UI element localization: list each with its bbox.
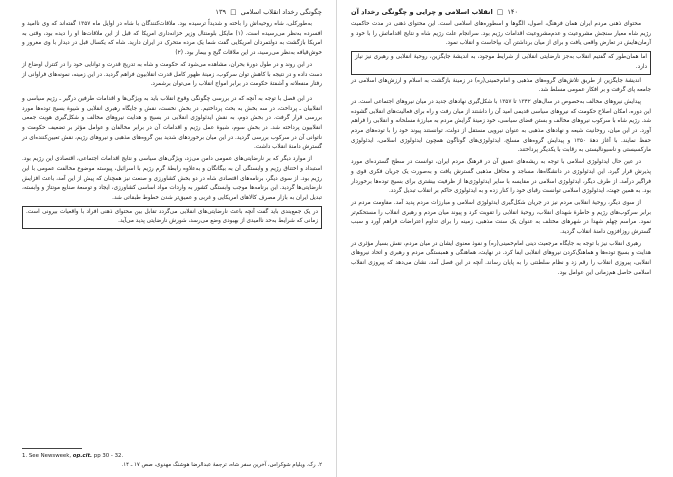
left-running-head: چگونگی رخداد انقلاب اسلامی □ ۱۳۹ [215, 8, 322, 16]
paragraph: در این فصل با توجه به آنچه که در بررسی چگونگی وقوع انقلاب باید به ویژگی‌ها و اقدامات طرفین درگیر ـ رژیم سیاسی و انقلابیان ـ پرداخت، در سه بخش به بحث پرداختیم. در بخش نخست، نقش و جایگاه رهبری انقلابی و شیوهٔ بسیج توده‌ها مورد بررسی قرار گرفت. در بخش دوم، به نقش ایدئولوژی انقلابی در بسیج و هدایت نیروهای مخالف و شکل‌گیری هویت جمعی انقلابیون پرداخته شد. در بخش سوم، شیوهٔ عمل رژیم و اقدامات آن در برابر مخالفان و عوامل مؤثر بر تضعیف حکومت و ناتوانی آن در سرکوب بررسی گردید. در این میان برخوردهای شدید بین گروه‌های مذهبی و نیروهای رژیم، نقش تعیین‌کننده‌ای در گسترش دامنهٔ انقلاب داشت. [22, 95, 322, 151]
paragraph: محتوای ذهنی مردم ایران همان فرهنگ، اصول، الگوها و اسطوره‌های اسلامی است. این محتوای ذهنی در مدت حاکمیت رژیم شاه معیار سنجش مشروعیت و عدم‌مشروعیت اقدامات رژیم بود. سرانجام علت رژیم شاه و نتایج اقداماتش را با خود و آرمان‌هایش در تعارض واقعی یافت و برای از میان برداشتن آن، بپاخاست و انقلاب نمود. [351, 21, 651, 47]
paragraph: در عین حال ایدئولوژی اسلامی با توجه به ریشه‌های عمیق آن در فرهنگ مردم ایران، توانست در سطح گسترده‌ای مورد پذیرش قرار گیرد. این ایدئولوژی در دانشگاه‌ها، مساجد و محافل مذهبی گسترش یافت و به‌صورت یک جریان فکری قوی و فراگیر درآمد. از طرف دیگر، ایدئولوژی اسلامی در مقایسه با سایر ایدئولوژی‌ها از ظرفیت بیشتری برای بسیج توده‌ها برخوردار بود. به همین جهت، ایدئولوژی اسلامی توانست رقبای خود را کنار زده و به ایدئولوژی حاکم بر انقلاب تبدیل گردد. [351, 159, 651, 195]
paragraph: از موارد دیگر که بر نارضایتی‌های عمومی دامن می‌زد، ویژگی‌های سیاسی و نتایج اقدامات اجتماعی، اقتصادی این رژیم بود. استبداد و اختناق رژیم و وابستگی آن به بیگانگان و به‌علاوه رابطهٔ گرم رژیم با اسرائیل، پیوسته موضوع مخالفت عمومی با این رژیم بود. از سوی دیگر، برنامه‌های اقتصادی شاه در دو بخش کشاورزی و صنعت نیز همچنان که پیش از این آمد، باعث افزایش نارضایتی‌ها گردید. این برنامه‌ها موجب وابستگی کشور به واردات مواد اساسی کشاورزی، ایجاد و توسعهٔ صنایع مونتاژ و وابسته، تبدیل ایران به بازار مصرف کالاهای امریکایی و غربی و عمیق‌تر شدن خطوط طبقاتی شد. [22, 156, 322, 201]
highlighted-paragraph: در یک جمع‌بندی باید گفت آنچه باعث نارضایتی‌های انقلابی می‌گردد تقابل بین محتوای ذهنی افراد با واقعیات بیرونی است. زمانی که شرایط به‌حد ناامیدی از بهبودی وضع می‌رسد، شورش نارضایتی پدید می‌آید. [22, 206, 322, 229]
highlighted-paragraph: اما همان‌طور که گفتیم انقلاب به‌جز نارضایتی انقلابی از شرایط موجود، به اندیشهٔ جایگزین، روحیهٔ انقلابی و رهبری نیز نیاز دارد. [351, 51, 651, 74]
left-footnotes [22, 448, 322, 469]
footnote-2: ۲. رک. ویلیام شوکراس، آخرین سفر شاه، ترجمهٔ عبدالرضا هوشنگ مهدوی، صص ۱۷ ـ ۱۴. [121, 461, 322, 468]
left-page-body [22, 20, 322, 229]
right-running-head-text: انقلاب اسلامی و چرایی و چگونگی رخداد آن [351, 8, 493, 16]
paragraph: اندیشهٔ جایگزین از طریق تلاش‌های گروه‌های مذهبی و امام‌خمینی(ره) در زمینهٔ بازگشت به اسلام و ارزش‌های اسلامی در جامعه پای گرفت و بر افکار عمومی مسلط شد. [351, 77, 651, 94]
footnote-1-prefix: 1. See Newsweek, [22, 453, 73, 460]
right-page [337, 0, 673, 477]
paragraph: از سوی دیگر، روحیهٔ انقلابی مردم نیز در جریان شکل‌گیری ایدئولوژی اسلامی و مبارزات مردم پدید آمد. مقاومت مردم در برابر سرکوب‌های رژیم و خاطرهٔ شهدای انقلاب، روحیهٔ انقلابی را تقویت کرد و پیوند میان مردم و رهبری انقلاب را مستحکم‌تر نمود. مراسم چهلم شهدا در شهرهای مختلف به عنوان یک سنت مذهبی، زمینه را برای تداوم اعتراضات فراهم آورد و سبب گسترش روزافزون دامنهٔ انقلاب گردید. [351, 199, 651, 236]
footnote-divider [22, 448, 82, 449]
footnote-1 [22, 452, 322, 460]
left-running-head-text: چگونگی رخداد انقلاب اسلامی [240, 8, 322, 16]
right-page-body [351, 20, 651, 279]
footnote-1-title: op.cit. [72, 453, 93, 460]
left-page [0, 0, 336, 477]
footnote-1-suffix: pp 30 - 32. [92, 453, 124, 460]
right-page-header [351, 8, 651, 20]
right-page-number: ۱۴۰ [507, 8, 518, 16]
paragraph: به‌طورکلی، شاه روحیه‌اش را باخته و شدیداً ترسیده بود. ملاقات‌کنندگان با شاه در اوایل ماه ۱۳۵۷ گفته‌اند که وی ناامید و افسرده به‌نظر می‌رسیده است. (۱) مایکل بلومنتال وزیر خزانه‌داری امریکا که قبل از این ملاقات‌ها او را دیده بود، وقتی به امریکا بازگشت به دولتمردان امریکایی گفت شما یک مرده متحرک در ایران دارید. شاه که یکسال قبل در دیدار با وی مغرور و خوش‌قیافه به‌نظر می‌رسید، در این ملاقات گیج و بیمار بود. (۲) [22, 21, 322, 57]
paragraph: در این روند و در طول دورهٔ بحران، مشاهده می‌شود که حکومت و شاه به تدریج قدرت و توانایی خود را در کنترل اوضاع از دست داده و در نتیجه با کاهش توان سرکوب، زمینهٔ ظهور کامل قدرت انقلابیون فراهم گردید. در این زمینه، نمونه‌های فراوانی از رفتار منفعلانه و آشفتهٔ حکومت در برابر امواج انقلاب را می‌توان برشمرد. [22, 61, 322, 88]
left-page-number: ۱۳۹ [215, 8, 227, 16]
left-page-header [22, 8, 322, 20]
paragraph: پیدایش نیروهای مخالف به‌خصوص در سال‌های ۱۳۴۲ تا ۱۳۵۷ با شکل‌گیری نهادهای جدید در میان نیروهای اجتماعی است. در این دوره، امکان اصلاح حکومت که نیروهای سیاسی قدیمی امید آن را داشتند از میان رفت و راه برای فعالیت‌های انقلابی گشوده شد. رژیم شاه با سرکوب نیروهای مخالف و بستن فضای سیاسی، خود زمینهٔ گرایش مردم به مبارزهٔ مسلحانه و انقلابی را فراهم آورد. در این میان، روحانیت شیعه و نهادهای مذهبی به عنوان نیرویی مستقل از دولت، توانستند پیوند خود را با توده‌های مردم حفظ نمایند. با آغاز دههٔ ۱۳۵۰ و پیدایش گروه‌های مسلح، ایدئولوژی‌های گوناگون همچون ایدئولوژی اسلامی، ایدئولوژی مارکسیستی و ناسیونالیستی به رقابت با یکدیگر پرداختند. [351, 98, 652, 154]
paragraph: رهبری انقلاب نیز با توجه به جایگاه مرجعیت دینی امام‌خمینی(ره) و نفوذ معنوی ایشان در میان مردم، نقش بسیار مؤثری در هدایت و بسیج توده‌ها و هماهنگ‌کردن نیروهای انقلابی ایفا کرد. در نهایت، هماهنگی و همبستگی مردم و رهبری و اتحاد نیروهای انقلابی، پیروزی انقلاب را رقم زد و نظام سلطنتی را به پایان رساند. آنچه در این فصل آمد، نشان می‌دهد که پیروزی انقلاب اسلامی حاصل هم‌زمانی این عوامل بود. [351, 240, 651, 276]
right-running-head: ۱۴۰ □ انقلاب اسلامی و چرایی و چگونگی رخداد آن [351, 8, 518, 16]
